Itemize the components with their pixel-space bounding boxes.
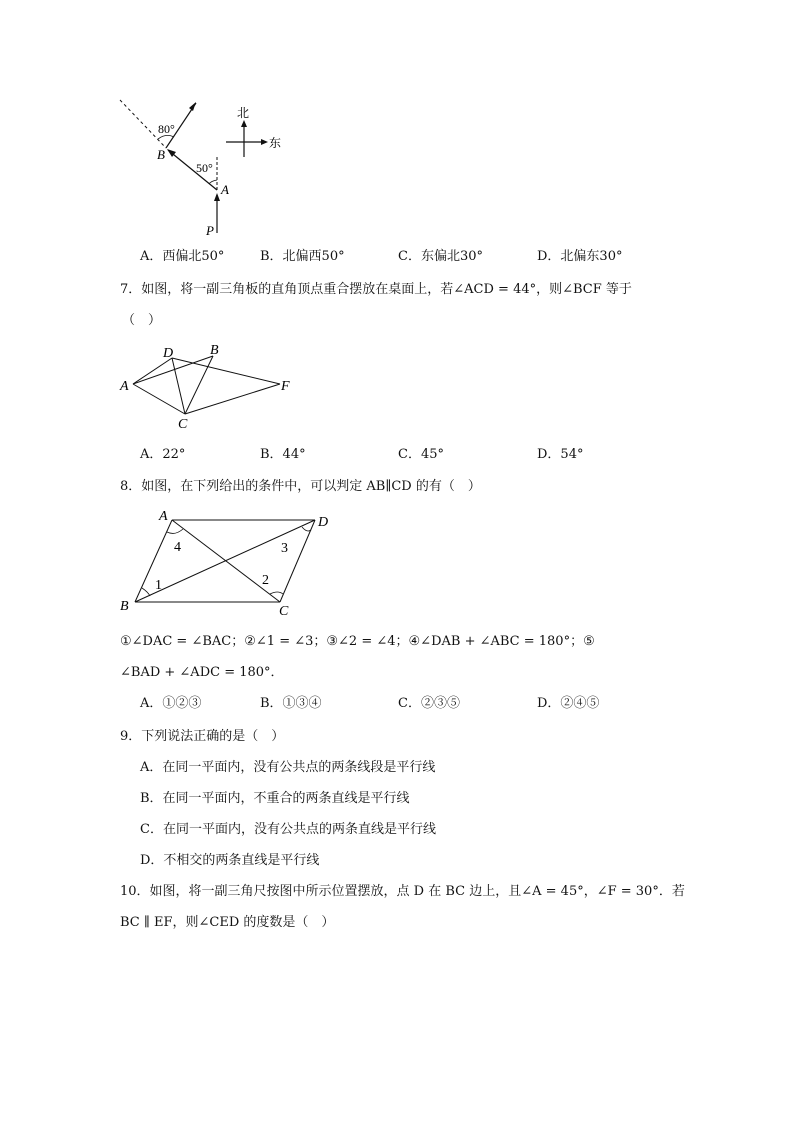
q6-option-b[interactable]: B．北偏西50° xyxy=(260,249,345,264)
q8-option-a[interactable]: A．①②③ xyxy=(140,696,202,711)
line-cf xyxy=(185,384,280,414)
label-3: 3 xyxy=(281,541,288,556)
label-b: B xyxy=(120,599,129,614)
line-df xyxy=(172,358,280,384)
label-d: D xyxy=(318,515,329,530)
q9-option-c[interactable]: C．在同一平面内，没有公共点的两条直线是平行线 xyxy=(140,822,436,837)
q10-stem-line2: BC ∥ EF，则∠CED 的度数是（ ） xyxy=(120,915,335,930)
label-f: F xyxy=(281,379,290,394)
label-1: 1 xyxy=(155,578,162,593)
arrowhead-ne xyxy=(189,102,196,111)
line-ab xyxy=(135,520,172,602)
arc-angle-3 xyxy=(302,527,311,531)
q7-stem-line2: （ ） xyxy=(122,313,162,328)
q8-parallelogram-figure xyxy=(115,506,340,618)
q9-option-b[interactable]: B．在同一平面内，不重合的两条直线是平行线 xyxy=(140,791,410,806)
q9-option-a[interactable]: A．在同一平面内，没有公共点的两条线段是平行线 xyxy=(140,760,436,775)
q6-option-c[interactable]: C．东偏北30° xyxy=(398,249,483,264)
q6-option-d[interactable]: D．北偏东30° xyxy=(537,249,623,264)
label-4: 4 xyxy=(174,540,181,555)
east-arrowhead xyxy=(261,139,268,145)
label-b: B xyxy=(157,147,165,162)
north-label: 北 xyxy=(237,106,250,120)
q6-direction-figure xyxy=(110,95,300,240)
q10-stem-line1: 10．如图，将一副三角尺按图中所示位置摆放，点 D 在 BC 边上，且∠A = 45°，∠F = 30°．若 xyxy=(120,884,685,899)
east-label: 东 xyxy=(269,136,282,150)
line-dc xyxy=(280,520,315,602)
label-d: D xyxy=(163,346,174,361)
q7-option-a[interactable]: A．22° xyxy=(140,447,186,462)
label-a: A xyxy=(159,509,168,524)
q7-option-d[interactable]: D．54° xyxy=(537,447,584,462)
q8-conditions-line1: ①∠DAC = ∠BAC；②∠1 = ∠3；③∠2 = ∠4；④∠DAB + ∠ABC = 180°；⑤ xyxy=(120,634,595,649)
line-bd xyxy=(135,520,315,602)
label-80: 80° xyxy=(158,122,175,136)
north-arrowhead xyxy=(241,120,247,127)
q8-option-d[interactable]: D．②④⑤ xyxy=(537,696,600,711)
q8-option-b[interactable]: B．①③④ xyxy=(260,696,322,711)
arrowhead-a xyxy=(214,193,220,201)
line-ad xyxy=(133,358,172,384)
q7-stem-line1: 7．如图，将一副三角板的直角顶点重合摆放在桌面上，若∠ACD = 44°，则∠BCF 等于 xyxy=(120,282,632,297)
label-b: B xyxy=(210,343,219,358)
arc-50 xyxy=(209,180,217,184)
label-a: A xyxy=(120,379,129,394)
line-ac xyxy=(133,384,185,414)
arc-angle-1 xyxy=(142,588,150,596)
q6-option-a[interactable]: A．西偏北50° xyxy=(140,249,225,264)
arc-angle-4 xyxy=(167,529,183,533)
label-c: C xyxy=(178,417,188,432)
label-c: C xyxy=(279,604,289,618)
q8-option-c[interactable]: C．②③⑤ xyxy=(398,696,460,711)
q7-option-b[interactable]: B．44° xyxy=(260,447,306,462)
label-2: 2 xyxy=(262,573,269,588)
q9-stem: 9．下列说法正确的是（ ） xyxy=(120,729,285,744)
label-p: P xyxy=(206,223,214,238)
q7-option-c[interactable]: C．45° xyxy=(398,447,444,462)
q9-option-d[interactable]: D．不相交的两条直线是平行线 xyxy=(140,853,320,868)
arc-angle-2 xyxy=(270,592,283,594)
q8-conditions-line2: ∠BAD + ∠ADC = 180°． xyxy=(120,665,284,680)
q8-stem: 8．如图，在下列给出的条件中，可以判定 AB∥CD 的有（ ） xyxy=(120,479,481,494)
q7-triangle-figure xyxy=(115,340,305,432)
label-50: 50° xyxy=(196,161,213,175)
label-a: A xyxy=(221,182,229,197)
